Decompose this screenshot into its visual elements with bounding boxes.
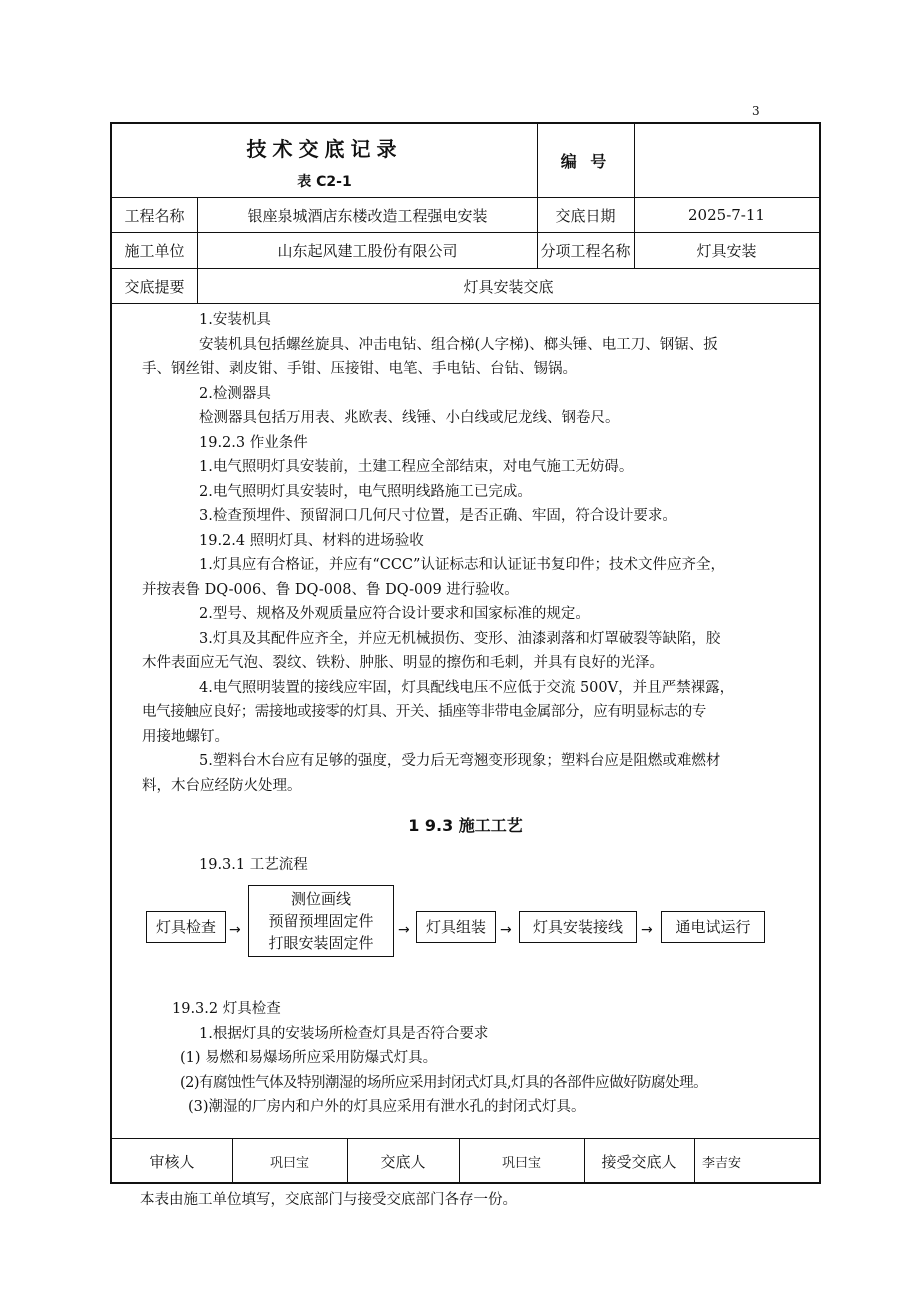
summary-label: 交底提要 [124, 277, 185, 296]
flow-arrow-icon: → [229, 922, 241, 938]
summary: 灯具安装交底 [463, 277, 554, 296]
project-name-label: 工程名称 [124, 206, 185, 225]
subitem-label: 分项工程名称 [540, 242, 631, 260]
paragraph: 2.电气照明灯具安装时，电气照明线路施工已完成。 [199, 483, 532, 500]
briefing-date: 2025-7-11 [688, 206, 765, 224]
section-heading: 1 9.3 施工工艺 [408, 816, 523, 835]
form-title: 技术交底记录 [246, 136, 403, 161]
paragraph: 4.电气照明装置的接线应牢固，灯具配线电压不应低于交流 500V，并且严禁裸露， [199, 679, 735, 696]
paragraph: 手、钢丝钳、剥皮钳、手钳、压接钳、电笔、手电钻、台钻、锡锅。 [142, 361, 577, 377]
paragraph: 并按表鲁 DQ-006、鲁 DQ-008、鲁 DQ-009 进行验收。 [142, 581, 519, 598]
paragraph: 2.检测器具 [199, 385, 271, 402]
paragraph: 19.2.3 作业条件 [199, 434, 308, 451]
paragraph: (3)潮湿的厂房内和户外的灯具应采用有泄水孔的封闭式灯具。 [188, 1099, 586, 1115]
paragraph: (1) 易燃和易爆场所应采用防爆式灯具。 [180, 1050, 438, 1066]
presenter-label: 交底人 [380, 1152, 426, 1171]
paragraph: 19.2.4 照明灯具、材料的进场验收 [199, 532, 424, 549]
paragraph: 电气接触应良好；需接地或接零的灯具、开关、插座等非带电金属部分，应有明显标志的专 [142, 704, 706, 720]
paragraph: 1.安装机具 [199, 312, 271, 328]
flow-arrow-icon: → [500, 922, 512, 938]
construction-unit: 山东起风建工股份有限公司 [277, 242, 458, 260]
flow-step-assemble: 灯具组装 [416, 911, 496, 943]
reviewer-name: 巩曰宝 [269, 1155, 309, 1171]
reviewer-label: 审核人 [149, 1152, 195, 1171]
date-label: 交底日期 [555, 206, 616, 225]
paragraph: 1.根据灯具的安装场所检查灯具是否符合要求 [199, 1025, 489, 1042]
receiver-label: 接受交底人 [601, 1152, 677, 1171]
subitem-name: 灯具安装 [696, 242, 757, 260]
flow-step-text: 打眼安装固定件 [268, 934, 374, 952]
paragraph: 检测器具包括万用表、兆欧表、线锤、小白线或尼龙线、钢卷尺。 [199, 410, 620, 426]
project-name: 银座泉城酒店东楼改造工程强电安装 [247, 206, 488, 225]
flow-step-text: 预留预埋固定件 [268, 912, 374, 930]
flow-step-test-run: 通电试运行 [661, 911, 765, 943]
paragraph: 19.3.1 工艺流程 [199, 856, 308, 873]
flow-arrow-icon: → [398, 922, 410, 938]
briefing-content [124, 308, 807, 1120]
unit-label: 施工单位 [124, 242, 185, 260]
flow-step-inspect: 灯具检查 [146, 911, 226, 943]
number-value [634, 124, 819, 197]
presenter-name: 巩曰宝 [501, 1155, 541, 1171]
paragraph: 料，木台应经防火处理。 [142, 777, 302, 794]
paragraph: 1.电气照明灯具安装前，土建工程应全部结束，对电气施工无妨碍。 [199, 459, 634, 475]
paragraph: 1.灯具应有合格证，并应有“CCC”认证标志和认证证书复印件；技术文件应齐全， [199, 557, 725, 573]
page-number: 3 [752, 104, 760, 118]
paragraph: 5.塑料台木台应有足够的强度，受力后无弯翘变形现象；塑料台应是阻燃或难燃材 [199, 753, 721, 769]
paragraph: 3.检查预埋件、预留洞口几何尺寸位置，是否正确、牢固，符合设计要求。 [199, 508, 677, 524]
paragraph: 木件表面应无气泡、裂纹、铁粉、肿胀、明显的擦伤和毛刺，并具有良好的光泽。 [142, 655, 664, 671]
flow-step-wiring: 灯具安装接线 [519, 911, 637, 943]
flow-arrow-icon: → [641, 922, 653, 938]
paragraph: (2)有腐蚀性气体及特别潮湿的场所应采用封闭式灯具,灯具的各部件应做好防腐处理。 [180, 1074, 708, 1091]
paragraph: 安装机具包括螺丝旋具、冲击电钻、组合梯(人字梯)、榔头锤、电工刀、钢锯、扳 [199, 336, 718, 353]
receiver-name: 李吉安 [702, 1155, 742, 1171]
process-flow-diagram [124, 885, 807, 975]
technical-briefing-form [110, 122, 821, 1184]
paragraph: 19.3.2 灯具检查 [172, 1001, 281, 1017]
footnote: 本表由施工单位填写，交底部门与接受交底部门各存一份。 [140, 1192, 517, 1208]
number-label: 编 号 [560, 152, 611, 171]
flow-step-prepare [248, 885, 394, 957]
paragraph: 3.灯具及其配件应齐全，并应无机械损伤、变形、油漆剥落和灯罩破裂等缺陷，胶 [199, 630, 721, 647]
flow-step-text: 测位画线 [290, 890, 351, 908]
form-code: 表 C2-1 [297, 174, 352, 190]
paragraph: 2.型号、规格及外观质量应符合设计要求和国家标准的规定。 [199, 606, 590, 622]
paragraph: 用接地螺钉。 [142, 728, 229, 745]
